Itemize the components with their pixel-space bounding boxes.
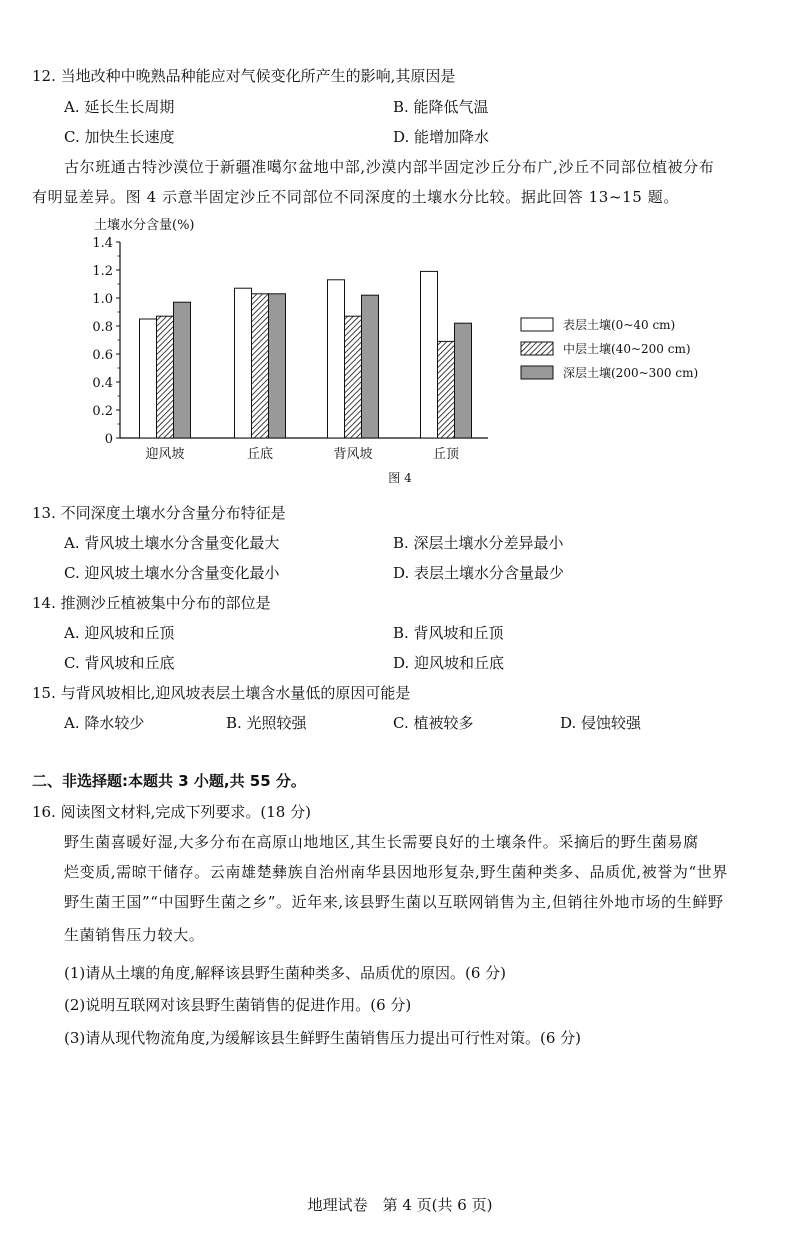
- question-14-stem: 14. 推测沙丘植被集中分布的部位是: [32, 594, 271, 612]
- y-tick-label: 0.8: [92, 320, 113, 335]
- q12-option-b[interactable]: B. 能降低气温: [393, 98, 489, 116]
- bar-1-迎风坡: [140, 319, 157, 438]
- q15-option-d[interactable]: D. 侵蚀较强: [560, 714, 642, 732]
- section-2-heading: 二、非选择题:本题共 3 小题,共 55 分。: [32, 772, 306, 790]
- figure-caption: 图 4: [388, 471, 412, 485]
- soil-moisture-bar-chart: [80, 210, 720, 485]
- y-tick-label: 1.4: [92, 236, 113, 251]
- q16-material-line-3: 野生菌王国”“中国野生菌之乡”。近年来,该县野生菌以互联网销售为主,但销往外地市场的生鲜野: [64, 893, 724, 911]
- x-tick-label: 背风坡: [333, 447, 373, 462]
- y-axis-label: 土壤水分含量(%): [94, 218, 195, 233]
- bar-3-丘底: [269, 294, 286, 438]
- q13-option-d[interactable]: D. 表层土壤水分含量最少: [393, 564, 565, 582]
- y-tick-label: 0.6: [92, 348, 113, 363]
- material-paragraph-line-2: 有明显差异。图 4 示意半固定沙丘不同部位不同深度的土壤水分比较。据此回答 13~15 题。: [32, 188, 679, 206]
- y-tick-label: 0.4: [92, 376, 113, 391]
- q16-sub-3: (3)请从现代物流角度,为缓解该县生鲜野生菌销售压力提出可行性对策。(6 分): [64, 1029, 582, 1047]
- bars: [140, 271, 472, 438]
- x-tick-label: 丘顶: [432, 447, 460, 462]
- question-13-stem: 13. 不同深度土壤水分含量分布特征是: [32, 504, 286, 522]
- y-tick-label: 1.2: [92, 264, 113, 279]
- q16-material-line-1: 野生菌喜暖好湿,大多分布在高原山地地区,其生长需要良好的土壤条件。采摘后的野生菌易腐: [64, 833, 699, 851]
- q14-option-a[interactable]: A. 迎风坡和丘顶: [64, 624, 175, 642]
- y-tick-label: 0: [104, 432, 113, 447]
- question-16-stem: 16. 阅读图文材料,完成下列要求。(18 分): [32, 803, 311, 821]
- legend-label: 中层土壤(40~200 cm): [563, 342, 691, 356]
- legend-swatch: [521, 318, 553, 331]
- y-tick-label: 0.2: [92, 404, 113, 419]
- material-paragraph-line-1: 古尔班通古特沙漠位于新疆准噶尔盆地中部,沙漠内部半固定沙丘分布广,沙丘不同部位植被分布: [64, 158, 715, 176]
- question-15-stem: 15. 与背风坡相比,迎风坡表层土壤含水量低的原因可能是: [32, 684, 411, 702]
- q16-sub-2: (2)说明互联网对该县野生菌销售的促进作用。(6 分): [64, 996, 412, 1014]
- page-footer: 地理试卷 第 4 页(共 6 页): [307, 1196, 493, 1214]
- bar-3-迎风坡: [174, 302, 191, 438]
- bar-1-背风坡: [328, 280, 345, 438]
- q16-material-line-2: 烂变质,需晾干储存。云南雄楚彝族自治州南华县因地形复杂,野生菌种类多、品质优,被誉为“世界: [64, 863, 728, 881]
- q14-option-b[interactable]: B. 背风坡和丘顶: [393, 624, 504, 642]
- bar-2-背风坡: [345, 316, 362, 438]
- x-axis-labels: [145, 446, 460, 462]
- bar-2-丘底: [252, 294, 269, 438]
- q12-option-a[interactable]: A. 延长生长周期: [64, 98, 175, 116]
- bar-3-丘顶: [455, 323, 472, 438]
- q13-option-a[interactable]: A. 背风坡土壤水分含量变化最大: [64, 534, 280, 552]
- q16-sub-1: (1)请从土壤的角度,解释该县野生菌种类多、品质优的原因。(6 分): [64, 964, 507, 982]
- q15-option-c[interactable]: C. 植被较多: [393, 714, 474, 732]
- bar-1-丘顶: [421, 271, 438, 438]
- x-tick-label: 迎风坡: [145, 447, 185, 462]
- bar-2-丘顶: [438, 341, 455, 438]
- question-12-stem: 12. 当地改种中晚熟品种能应对气候变化所产生的影响,其原因是: [32, 67, 456, 85]
- legend-swatch: [521, 366, 553, 379]
- bar-2-迎风坡: [157, 316, 174, 438]
- q14-option-c[interactable]: C. 背风坡和丘底: [64, 654, 175, 672]
- q13-option-b[interactable]: B. 深层土壤水分差异最小: [393, 534, 564, 552]
- bar-1-丘底: [235, 288, 252, 438]
- q12-option-c[interactable]: C. 加快生长速度: [64, 128, 175, 146]
- x-tick-label: 丘底: [246, 447, 274, 462]
- q13-option-c[interactable]: C. 迎风坡土壤水分含量变化最小: [64, 564, 280, 582]
- q14-option-d[interactable]: D. 迎风坡和丘底: [393, 654, 505, 672]
- legend-swatch: [521, 342, 553, 355]
- legend-label: 深层土壤(200~300 cm): [563, 366, 699, 380]
- legend-label: 表层土壤(0~40 cm): [563, 318, 676, 332]
- legend: [521, 317, 698, 380]
- q15-option-b[interactable]: B. 光照较强: [226, 714, 307, 732]
- bar-3-背风坡: [362, 295, 379, 438]
- q12-option-d[interactable]: D. 能增加降水: [393, 128, 490, 146]
- y-tick-label: 1.0: [92, 292, 113, 307]
- q15-option-a[interactable]: A. 降水较少: [64, 714, 145, 732]
- q16-material-line-4: 生菌销售压力较大。: [64, 926, 205, 944]
